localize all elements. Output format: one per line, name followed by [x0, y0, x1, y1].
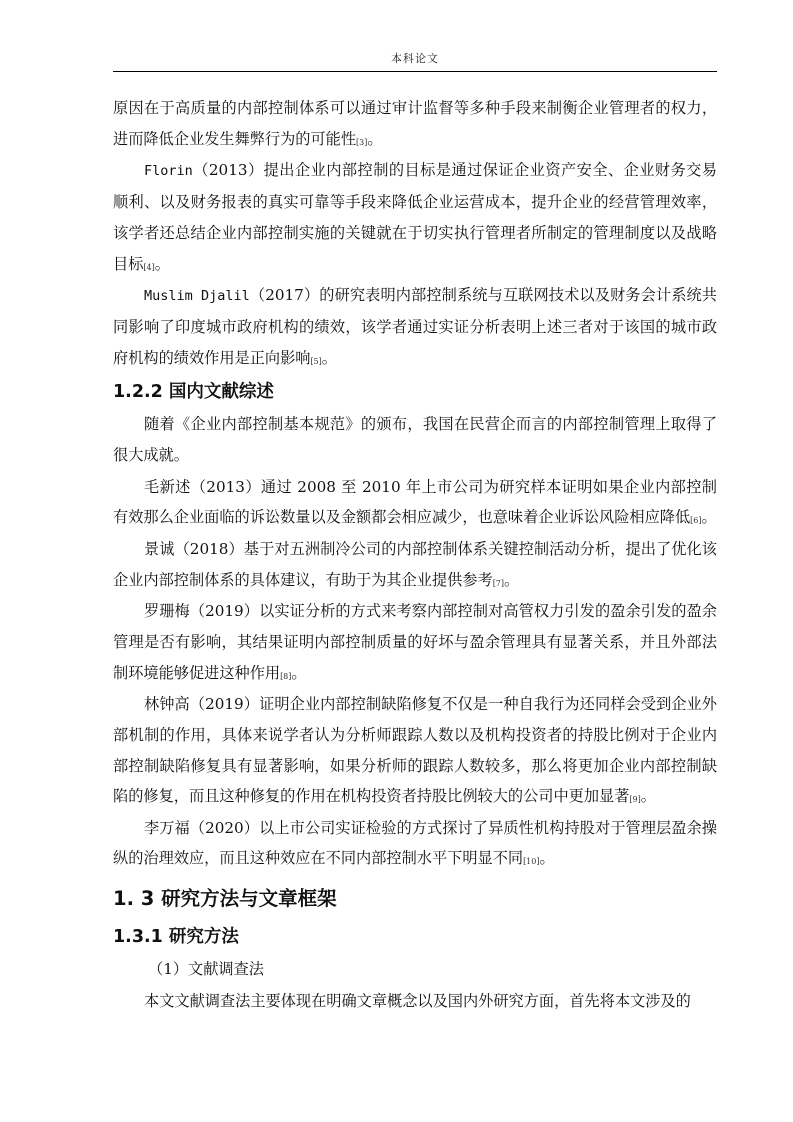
paragraph-florin: Florin（2013）提出企业内部控制的目标是通过保证企业资产安全、企业财务交易顺利、以及财务报表的真实可靠等手段来降低企业运营成本，提升企业的经营管理效率，该学者还总结企业内部控制实施的关键就在于切实执行管理者所制定的管理制度以及战略目标[4]。 — [113, 161, 717, 273]
author-name: Muslim Djalil — [144, 287, 250, 304]
running-header: 本科论文 — [391, 52, 439, 65]
paragraph-method: 本文文献调查法主要体现在明确文章概念以及国内外研究方面，首先将本文涉及的 — [144, 991, 691, 1010]
section-heading-1-3: 1. 3 研究方法与文章框架 — [113, 887, 337, 911]
citation-ref[interactable]: [5] — [310, 356, 322, 366]
author-name: Florin — [144, 163, 193, 180]
section-heading-1-3-1: 1.3.1 研究方法 — [113, 927, 239, 948]
citation-ref[interactable]: [9] — [629, 795, 641, 805]
paragraph-domestic: 毛新述（2013）通过 2008 至 2010 年上市公司为研究样本证明如果企业内部控制有效那么企业面临的诉讼数量以及金额都会相应减少，也意味着企业诉讼风险相应降低[6]。 — [113, 477, 717, 527]
section-heading-1-2-2: 1.2.2 国内文献综述 — [113, 382, 274, 403]
citation-ref[interactable]: [10] — [523, 857, 540, 867]
paragraph-intro: 原因在于高质量的内部控制体系可以通过审计监督等多种手段来制衡企业管理者的权力，进而降低企业发生舞弊行为的可能性[3]。 — [113, 99, 717, 148]
header-rule — [113, 71, 717, 72]
paragraph-domestic: 李万福（2020）以上市公司实证检验的方式探讨了异质性机构持股对于管理层盈余操纵的治理效应，而且这种效应在不同内部控制水平下明显不同[10]。 — [113, 818, 717, 868]
paragraph-domestic: 随着《企业内部控制基本规范》的颁布，我国在民营企而言的内部控制管理上取得了很大成就。 — [113, 415, 717, 465]
citation-ref[interactable]: [4] — [143, 262, 155, 272]
citation-ref[interactable]: [8] — [280, 671, 292, 681]
paragraph-domestic: 景诚（2018）基于对五洲制冷公司的内部控制体系关键控制活动分析，提出了优化该企业内部控制体系的具体建议，有助于为其企业提供参考[7]。 — [113, 539, 717, 589]
page-body — [113, 93, 717, 1017]
citation-ref[interactable]: [6] — [690, 516, 702, 526]
paragraph-domestic: 罗珊梅（2019）以实证分析的方式来考察内部控制对高管权力引发的盈余引发的盈余管理是否有影响，其结果证明内部控制质量的好坏与盈余管理具有显著关系，并且外部法制环境能够促进这种作用[8]。 — [113, 601, 717, 682]
method-label: （1）文献调查法 — [148, 960, 264, 979]
citation-ref[interactable]: [3] — [356, 137, 368, 147]
paragraph-muslim: Muslim Djalil（2017）的研究表明内部控制系统与互联网技术以及财务会计系统共同影响了印度城市政府机构的绩效，该学者通过实证分析表明上述三者对于该国的城市政府机构的绩效作用是正向影响[5]。 — [113, 285, 717, 367]
paragraph-domestic: 林钟高（2019）证明企业内部控制缺陷修复不仅是一种自我行为还同样会受到企业外部机制的作用，具体来说学者认为分析师跟踪人数以及机构投资者的持股比例对于企业内部控制缺陷修复具有显著影响，如果分析师的跟踪人数较多，那么将更加企业内部控制缺陷的修复，而且这种修复的作用在机构投资者持股比例较大的公司中更加显著[9]。 — [113, 694, 717, 806]
citation-ref[interactable]: [7] — [492, 578, 505, 588]
